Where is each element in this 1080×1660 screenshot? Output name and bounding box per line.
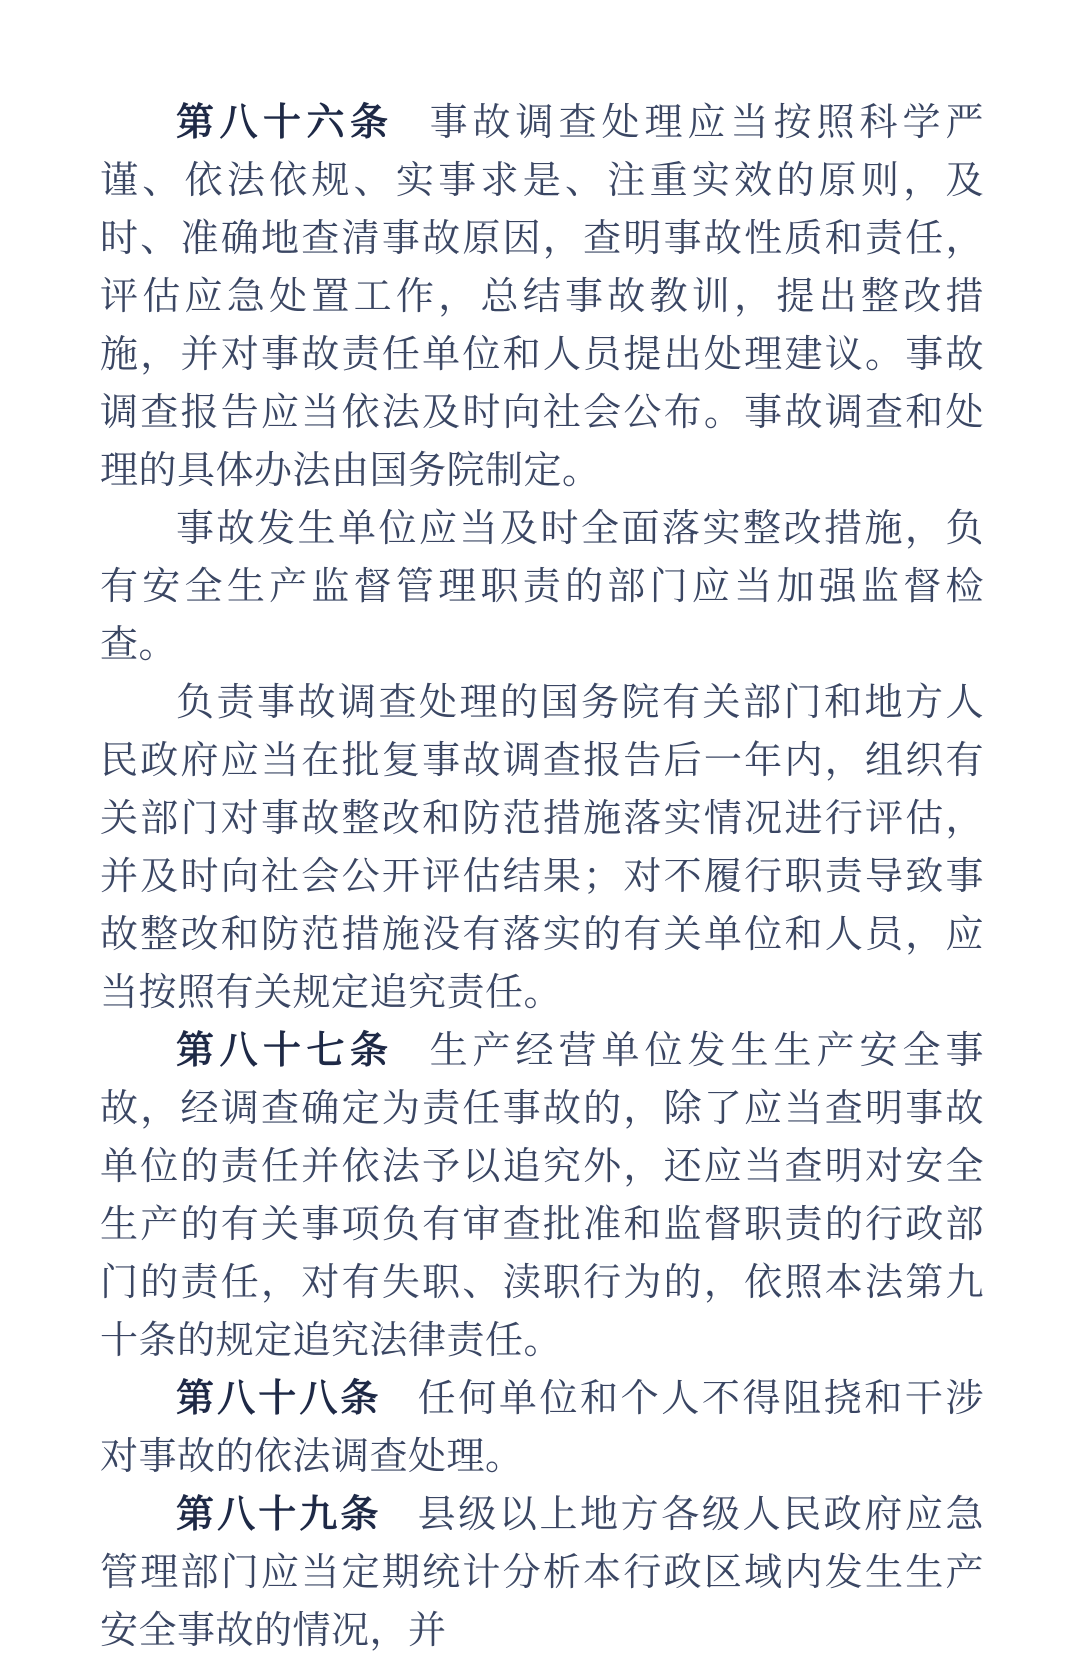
paragraph-article-86 (100, 94, 984, 500)
article-86-clause-3-text: 负责事故调查处理的国务院有关部门和地方人民政府应当在批复事故调查报告后一年内，组织有关部门对事故整改和防范措施落实情况进行评估，并及时向社会公开评估结果；对不履行职责导致事故整改和防范措施没有落实的有关单位和人员，应当按照有关规定追究责任。 (100, 682, 984, 1014)
article-87-text: 生产经营单位发生生产安全事故，经调查确定为责任事故的，除了应当查明事故单位的责任并依法予以追究外，还应当查明对安全生产的有关事项负有审查批准和监督职责的行政部门的责任，对有失职、渎职行为的，依照本法第九十条的规定追究法律责任。 (100, 1030, 984, 1362)
paragraph-article-89 (100, 1486, 984, 1660)
paragraph-article-88 (100, 1370, 984, 1486)
article-86-label: 第八十六条 (176, 102, 394, 144)
article-87-label: 第八十七条 (176, 1030, 394, 1072)
article-88-label: 第八十八条 (176, 1378, 382, 1420)
article-86-clause-2-text: 事故发生单位应当及时全面落实整改措施，负有安全生产监督管理职责的部门应当加强监督检查。 (100, 508, 984, 666)
paragraph-article-86-clause-2 (100, 500, 984, 674)
article-89-label: 第八十九条 (176, 1494, 382, 1536)
article-86-text: 事故调查处理应当按照科学严谨、依法依规、实事求是、注重实效的原则，及时、准确地查清事故原因，查明事故性质和责任，评估应急处置工作，总结事故教训，提出整改措施，并对事故责任单位和人员提出处理建议。事故调查报告应当依法及时向社会公布。事故调查和处理的具体办法由国务院制定。 (100, 102, 984, 492)
paragraph-article-86-clause-3 (100, 674, 984, 1022)
paragraph-article-87 (100, 1022, 984, 1370)
article-88-text: 任何单位和个人不得阻挠和干涉对事故的依法调查处理。 (100, 1378, 984, 1478)
article-89-text: 县级以上地方各级人民政府应急管理部门应当定期统计分析本行政区域内发生生产安全事故的情况，并 (100, 1494, 984, 1652)
